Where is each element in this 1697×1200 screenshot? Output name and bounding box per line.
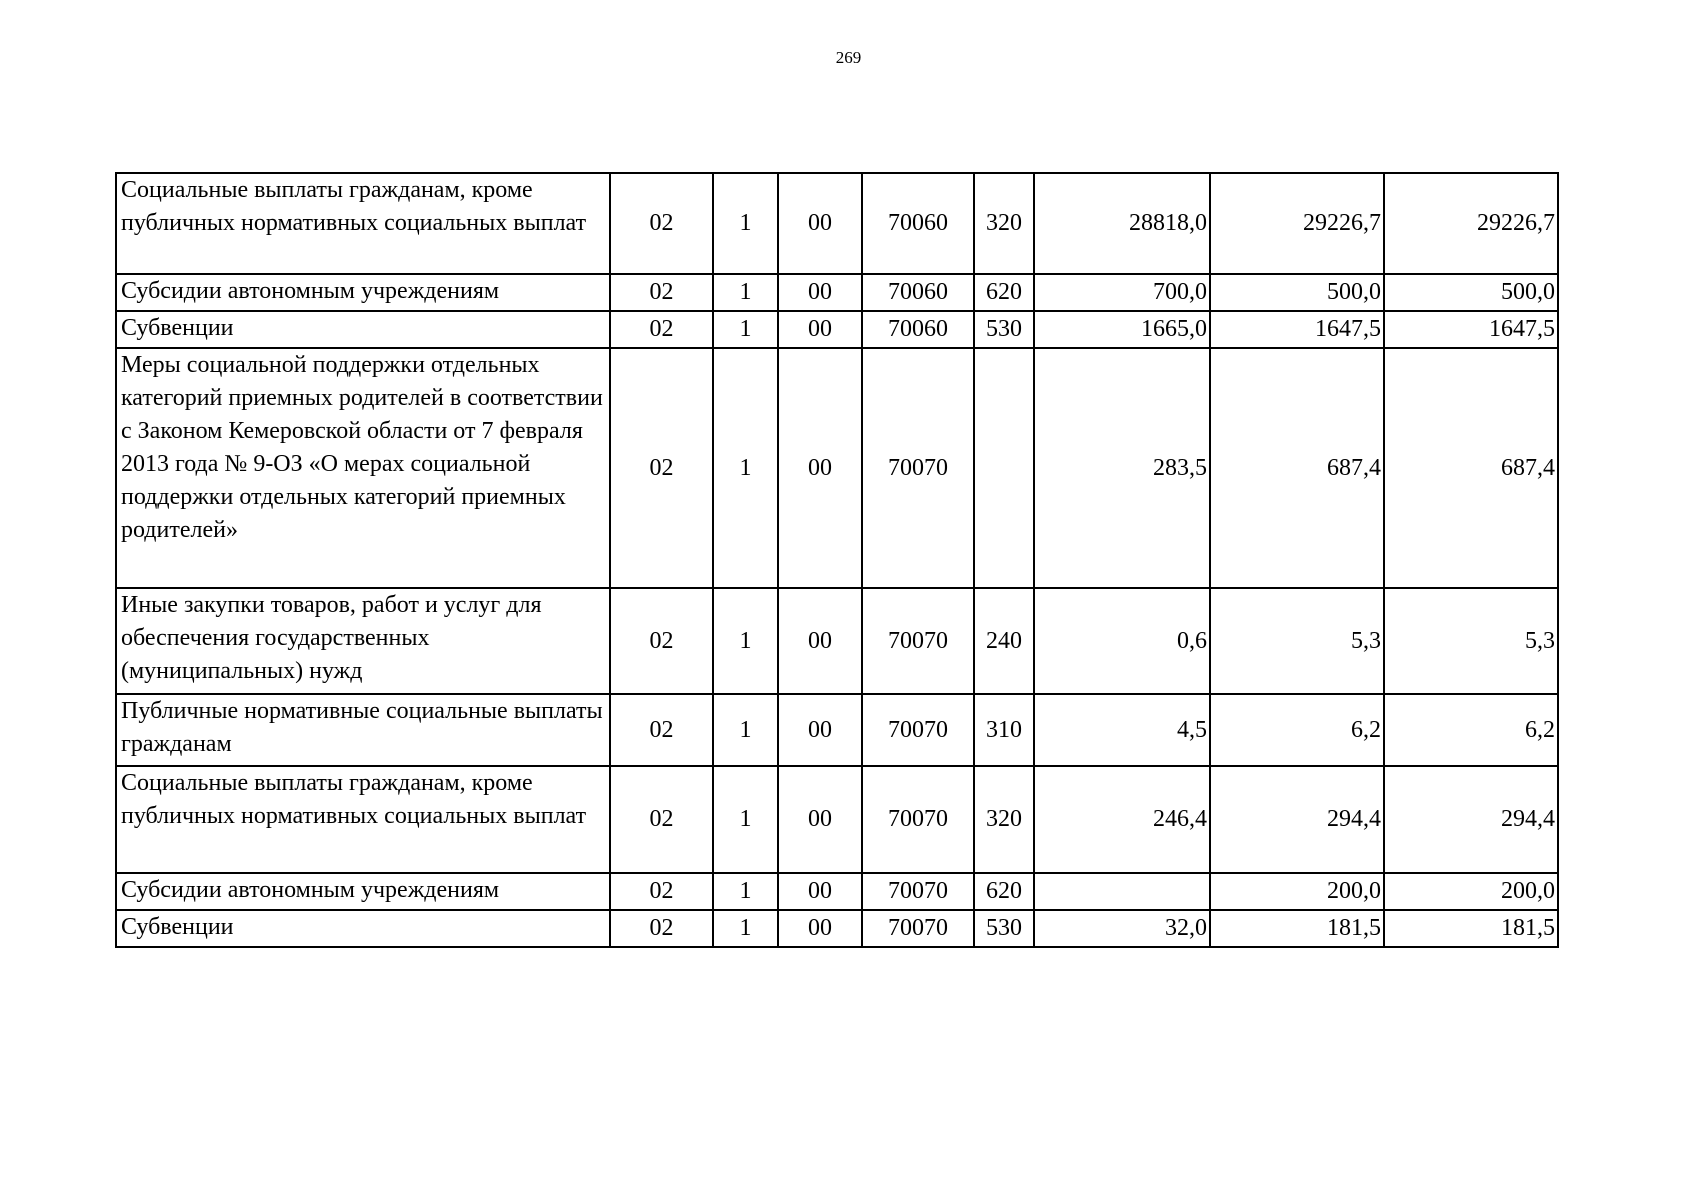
target-article-code: 70070 (862, 766, 974, 873)
expense-type-code: 620 (974, 274, 1034, 311)
program-code: 1 (713, 274, 778, 311)
amount-value: 294,4 (1210, 766, 1384, 873)
program-code: 1 (713, 311, 778, 348)
amount-value: 500,0 (1210, 274, 1384, 311)
subprogram-code: 00 (778, 173, 862, 274)
subprogram-code: 00 (778, 274, 862, 311)
program-code: 1 (713, 873, 778, 910)
amount-value: 200,0 (1384, 873, 1558, 910)
table-row (116, 173, 1558, 274)
table-row (116, 588, 1558, 694)
amount-value (1034, 873, 1210, 910)
target-article-code: 70070 (862, 910, 974, 947)
expense-type-code: 620 (974, 873, 1034, 910)
section-code: 02 (610, 873, 713, 910)
target-article-code: 70060 (862, 274, 974, 311)
amount-value: 5,3 (1210, 588, 1384, 694)
target-article-code: 70060 (862, 173, 974, 274)
table-row (116, 694, 1558, 766)
expense-type-code: 530 (974, 910, 1034, 947)
target-article-code: 70060 (862, 311, 974, 348)
program-code: 1 (713, 173, 778, 274)
table-row (116, 873, 1558, 910)
amount-value: 4,5 (1034, 694, 1210, 766)
table-row (116, 274, 1558, 311)
amount-value: 6,2 (1210, 694, 1384, 766)
target-article-code: 70070 (862, 694, 974, 766)
table-row (116, 311, 1558, 348)
amount-value: 29226,7 (1210, 173, 1384, 274)
row-name: Иные закупки товаров, работ и услуг для обеспечения государственных (муниципальных) нужд (116, 588, 610, 694)
row-name: Субсидии автономным учреждениям (116, 274, 610, 311)
subprogram-code: 00 (778, 694, 862, 766)
budget-table (115, 172, 1559, 948)
row-name: Социальные выплаты гражданам, кроме публичных нормативных социальных выплат (116, 173, 610, 274)
expense-type-code: 320 (974, 173, 1034, 274)
amount-value: 1647,5 (1384, 311, 1558, 348)
amount-value: 294,4 (1384, 766, 1558, 873)
subprogram-code: 00 (778, 588, 862, 694)
table-row (116, 910, 1558, 947)
amount-value: 500,0 (1384, 274, 1558, 311)
amount-value: 200,0 (1210, 873, 1384, 910)
table-row (116, 348, 1558, 588)
amount-value: 700,0 (1034, 274, 1210, 311)
amount-value: 28818,0 (1034, 173, 1210, 274)
row-name: Субвенции (116, 910, 610, 947)
section-code: 02 (610, 766, 713, 873)
amount-value: 29226,7 (1384, 173, 1558, 274)
section-code: 02 (610, 588, 713, 694)
row-name: Субсидии автономным учреждениям (116, 873, 610, 910)
row-name: Публичные нормативные социальные выплаты гражданам (116, 694, 610, 766)
subprogram-code: 00 (778, 311, 862, 348)
expense-type-code: 310 (974, 694, 1034, 766)
section-code: 02 (610, 311, 713, 348)
expense-type-code: 240 (974, 588, 1034, 694)
row-name: Субвенции (116, 311, 610, 348)
program-code: 1 (713, 694, 778, 766)
subprogram-code: 00 (778, 348, 862, 588)
amount-value: 1647,5 (1210, 311, 1384, 348)
amount-value: 6,2 (1384, 694, 1558, 766)
program-code: 1 (713, 766, 778, 873)
amount-value: 283,5 (1034, 348, 1210, 588)
target-article-code: 70070 (862, 873, 974, 910)
amount-value: 32,0 (1034, 910, 1210, 947)
expense-type-code: 530 (974, 311, 1034, 348)
section-code: 02 (610, 274, 713, 311)
program-code: 1 (713, 588, 778, 694)
section-code: 02 (610, 694, 713, 766)
amount-value: 687,4 (1210, 348, 1384, 588)
amount-value: 5,3 (1384, 588, 1558, 694)
subprogram-code: 00 (778, 766, 862, 873)
amount-value: 1665,0 (1034, 311, 1210, 348)
amount-value: 181,5 (1210, 910, 1384, 947)
section-code: 02 (610, 910, 713, 947)
amount-value: 246,4 (1034, 766, 1210, 873)
section-code: 02 (610, 348, 713, 588)
subprogram-code: 00 (778, 873, 862, 910)
target-article-code: 70070 (862, 348, 974, 588)
row-name: Социальные выплаты гражданам, кроме публичных нормативных социальных выплат (116, 766, 610, 873)
program-code: 1 (713, 348, 778, 588)
table-row (116, 766, 1558, 873)
expense-type-code: 320 (974, 766, 1034, 873)
amount-value: 181,5 (1384, 910, 1558, 947)
target-article-code: 70070 (862, 588, 974, 694)
expense-type-code (974, 348, 1034, 588)
amount-value: 0,6 (1034, 588, 1210, 694)
amount-value: 687,4 (1384, 348, 1558, 588)
row-name: Меры социальной поддержки отдельных категорий приемных родителей в соответствии с Законом Кемеровской области от 7 февраля 2013 года № 9-ОЗ «О мерах социальной поддержки отдельных категорий приемных родителей» (116, 348, 610, 588)
page-number: 269 (835, 48, 862, 67)
subprogram-code: 00 (778, 910, 862, 947)
section-code: 02 (610, 173, 713, 274)
program-code: 1 (713, 910, 778, 947)
